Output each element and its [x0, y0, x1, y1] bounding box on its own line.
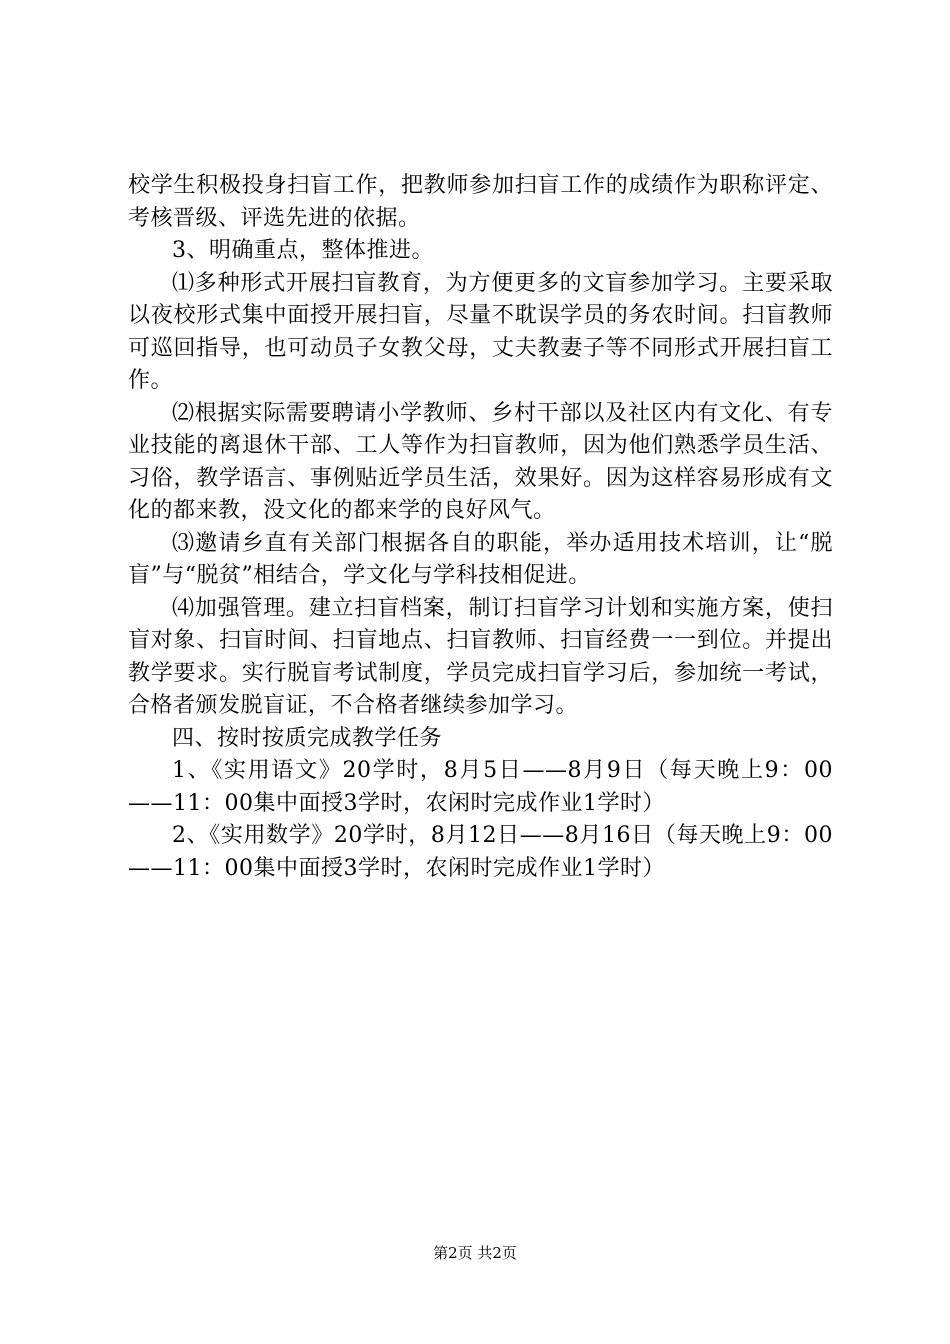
- paragraph-1: 校学生积极投身扫盲工作，把教师参加扫盲工作的成绩作为职称评定、考核晋级、评选先进的依据。: [128, 173, 833, 231]
- page-number-footer: 第2页 共2页: [433, 1244, 517, 1262]
- paragraph-6: ⑷加强管理。建立扫盲档案，制订扫盲学习计划和实施方案，使扫盲对象、扫盲时间、扫盲地点、扫盲教师、扫盲经费一一到位。并提出教学要求。实行脱盲考试制度，学员完成扫盲学习后，参加统一考试，合格者颁发脱盲证，不合格者继续参加学习。: [128, 595, 833, 718]
- document-body: [128, 170, 833, 885]
- paragraph-3: ⑴多种形式开展扫盲教育，为方便更多的文盲参加学习。主要采取以夜校形式集中面授开展扫盲，尽量不耽误学员的务农时间。扫盲教师可巡回指导，也可动员子女教父母，丈夫教妻子等不同形式开展扫盲工作。: [128, 270, 833, 393]
- paragraph-5: ⑶邀请乡直有关部门根据各自的职能，举办适用技术培训，让“脱盲”与“脱贫”相结合，学文化与学科技相促进。: [128, 530, 833, 588]
- paragraph-7: 1、《实用语文》20学时，8月5日——8月9日（每天晚上9：00——11：00集中面授3学时，农闲时完成作业1学时）: [128, 758, 833, 816]
- paragraph-4: ⑵根据实际需要聘请小学教师、乡村干部以及社区内有文化、有专业技能的离退休干部、工人等作为扫盲教师，因为他们熟悉学员生活、习俗，教学语言、事例贴近学员生活，效果好。因为这样容易形成有文化的都来教，没文化的都来学的良好风气。: [128, 400, 833, 523]
- paragraph-2: 3、明确重点，整体推进。: [172, 238, 434, 263]
- section-heading: 四、按时按质完成教学任务: [172, 725, 443, 751]
- paragraph-8: 2、《实用数学》20学时，8月12日——8月16日（每天晚上9：00——11：00集中面授3学时，农闲时完成作业1学时）: [128, 823, 833, 881]
